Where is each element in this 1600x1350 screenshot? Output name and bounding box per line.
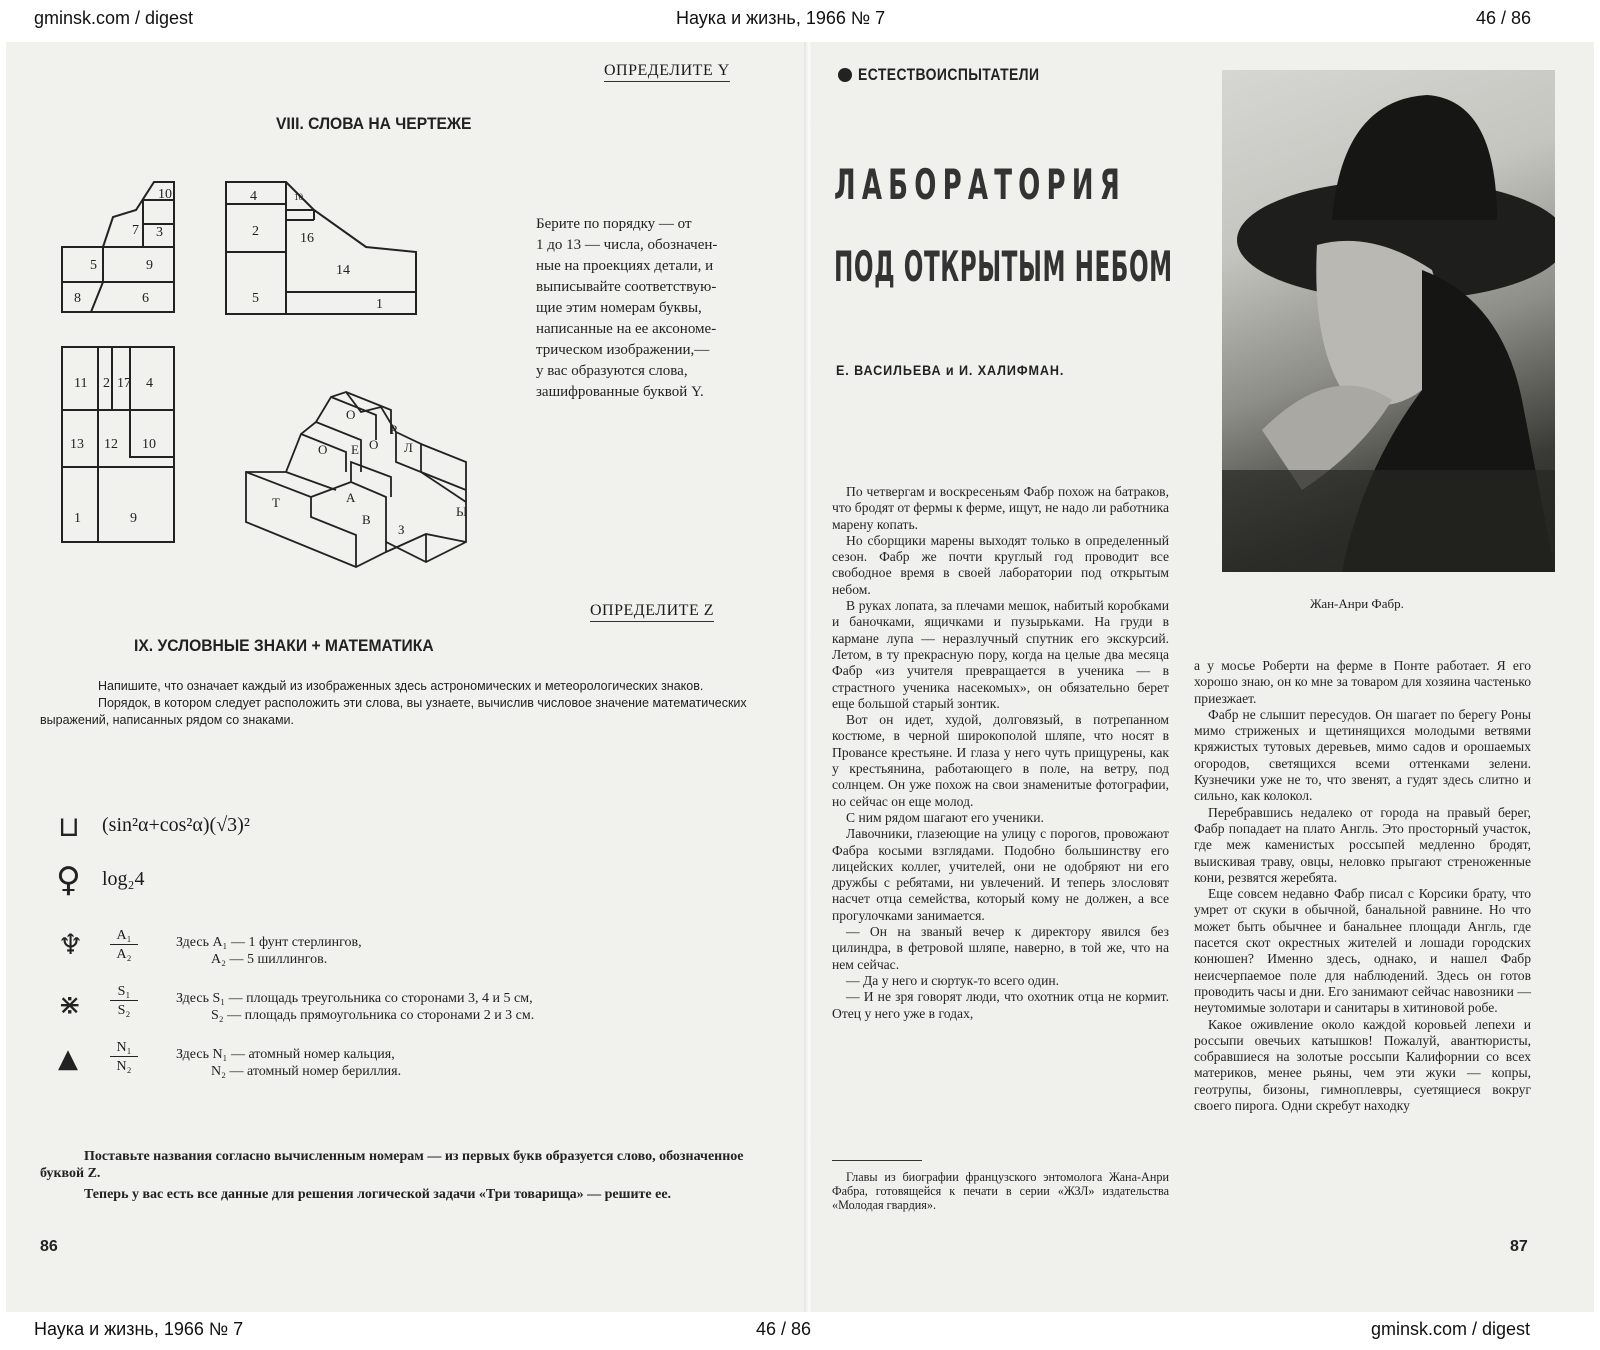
footnote: Главы из биографии французского энтомолога Жана-Анри Фабра, готовящейся к печати в серии «ЖЗЛ» издательства «Молодая гвардия».: [832, 1170, 1169, 1212]
section9-title: IX. УСЛОВНЫЕ ЗНАКИ + МАТЕМАТИКА: [134, 636, 434, 655]
right-page: [812, 42, 1594, 1312]
site-link[interactable]: gminsk.com / digest: [34, 8, 194, 28]
document-title-bottom: Наука и жизнь, 1966 № 7: [34, 1319, 244, 1339]
frac-3-den: A₂: [116, 947, 132, 962]
page-number-left: 86: [40, 1238, 58, 1255]
side-view-label: 13: [70, 437, 84, 452]
site-link-bottom[interactable]: gminsk.com / digest: [1371, 1319, 1531, 1339]
side-view-label: 17: [117, 376, 131, 391]
authors: Е. ВАСИЛЬЕВА и И. ХАЛИФМАН.: [836, 362, 1065, 378]
top-view-label: 4: [250, 189, 257, 204]
projection-drawing: [46, 172, 486, 572]
front-view-label: 3: [156, 225, 163, 240]
frac-4-num: S₁: [110, 984, 138, 1001]
frac-4-den: S₂: [117, 1003, 131, 1018]
top-view-label: 2: [252, 224, 259, 239]
frac-3-num: A₁: [110, 928, 138, 945]
body-column-2: а у мосье Роберти на ферме в Понте работает. Я его хорошо знаю, он ко мне за товаром для хозяина частенько приезжает. Фабр не слышит пересудов. Он шагает по берегу Роны мимо стриженых и щетинящихся молодыми ветвями кряжистых тутовых деревьев, мимо садов и орошаемых огородов, светящихся всеми оттенками зелени. Кузнечики уже не то, что звенят, а гудят здесь слитно и сильно, как колокол. Перебравшись недалеко от города на правый берег, Фабр попадает на плато Англь. Это просторный участок, где меж каменистых россыпей медленно бродят, выискивая траву, овцы, неловко прыгают стреноженные кони, резвятся жеребята. Еще совсем недавно Фабр писал с Корсики брату, что умрет от скуки в обычной, банальной равнине. Но что может быть обычнее и банальнее площади Англь, где пасется скот окрестных жителей и лошади городских конюшен? Именно здесь, однако, и нашел Фабр неисчерпаемое поле для наблюдений. Здесь он готов проводить часы и дни. Его занимают сейчас навозники — неутомимые золотари и санитары в хитиновой робе. Какое оживление около каждой коровьей лепехи и россыпи овечьих катышков! Пожалуй, авантюристы, собравшиеся на золотые россыпи Калифорнии со всех материков, менее рьяны, чем эти жуки — копры, геотрупы, бизоны, гимноплевры, суетящиеся вокруг своего пирога. Одни скребут находку: [1194, 658, 1531, 1114]
section8-text: Берите по порядку — от 1 до 13 — числа, обозначен- ные на проекциях детали, и выписывайте соответствую- щие этим номерам буквы, написанные на ее аксономе- трическом изображении,— у вас образуются слова, зашифрованные буквой Y.: [536, 216, 718, 400]
snow-symbol-icon: ⋇: [58, 988, 82, 1021]
rubric-kicker: ЕСТЕСТВОИСПЫТАТЕЛИ: [858, 65, 1040, 84]
side-view-label: 2: [103, 376, 110, 391]
page-counter-bottom: 46 / 86: [756, 1319, 812, 1339]
photo-caption: Жан-Анри Фабр.: [1310, 596, 1404, 611]
frac-5-num: N₁: [110, 1040, 138, 1057]
iso-letters-label: В: [362, 512, 371, 527]
closing-text: Поставьте названия согласно вычисленным номерам — из первых букв образуется слово, обозначенное буквой Z. Теперь у вас есть все данные для решения логической задачи «Три товарища» — решите ее.: [40, 1149, 744, 1202]
top-view-label: 5: [252, 291, 259, 306]
side-view-label: 9: [130, 511, 137, 526]
footnote-rule: [832, 1160, 922, 1161]
front-view-label: 9: [146, 258, 153, 273]
bullet-icon: [838, 68, 852, 82]
iso-letters-label: О: [346, 407, 356, 422]
top-view-label: 14: [336, 263, 350, 278]
front-view-label: 8: [74, 291, 81, 306]
left-page: [6, 42, 806, 1312]
side-view-label: 12: [104, 437, 118, 452]
side-view-label: 10: [142, 437, 156, 452]
section8-title: VIII. СЛОВА НА ЧЕРТЕЖЕ: [276, 114, 472, 133]
iso-letters-label: Т: [272, 495, 280, 510]
article-title-line1: ЛАБОРАТОРИЯ: [834, 160, 1127, 209]
front-view-label: 10: [158, 187, 172, 202]
page-counter: 46 / 86: [1476, 8, 1532, 28]
define-y-label: ОПРЕДЕЛИТЕ Y: [604, 62, 730, 82]
fabre-portrait-image: [1222, 70, 1555, 572]
iso-letters-label: О: [369, 437, 379, 452]
legend-3: Здесь A₁ — 1 фунт стерлингов, A₂ — 5 шиллингов.: [176, 935, 362, 967]
front-view-label: 5: [90, 258, 97, 273]
define-z-label: ОПРЕДЕЛИТЕ Z: [590, 602, 714, 622]
front-view-label: 6: [142, 291, 149, 306]
square-symbol-icon: ⊔: [58, 810, 80, 843]
iso-letters-label: А: [346, 490, 356, 505]
portrait-photo: [1222, 70, 1555, 572]
section9-text: Напишите, что означает каждый из изображенных здесь астрономических и метеорологических знаков. Порядок, в котором следует расположить эти слова, вы узнаете, вычислив числовое значение математических выражений, написанных рядом со знаками.: [40, 679, 747, 727]
isometric-view: [246, 392, 466, 567]
frac-5-den: N₂: [116, 1059, 132, 1074]
expr-1: (sin²α+cos²α)(√3)²: [102, 814, 250, 836]
iso-letters-label: Е: [351, 442, 359, 457]
iso-letters-label: О: [318, 442, 328, 457]
iso-letters-label: Р: [390, 422, 398, 437]
iso-letters-label: З: [398, 522, 405, 537]
top-view-label: 16: [300, 231, 314, 246]
neptune-icon: ♆: [58, 928, 84, 961]
magazine-spread: [6, 42, 1594, 1312]
iso-letters-label: Л: [404, 440, 413, 455]
front-view-label: 7: [132, 223, 139, 238]
document-title: Наука и жизнь, 1966 № 7: [676, 8, 886, 28]
expr-2: log₂4: [102, 868, 145, 890]
side-view-label: 4: [146, 376, 153, 391]
venus-icon: ♀: [56, 860, 81, 900]
legend-4: Здесь S₁ — площадь треугольника со сторонами 3, 4 и 5 см, S₂ — площадь прямоугольника со сторонами 2 и 3 см.: [176, 991, 535, 1023]
triangle-icon: ▲: [58, 1044, 78, 1074]
iso-letters-label: Ы: [456, 504, 468, 519]
side-view-label: 11: [74, 376, 88, 391]
page-number-right: 87: [1510, 1238, 1528, 1255]
body-column-1: По четвергам и воскресеньям Фабр похож на батраков, что бродят от фермы к ферме, ищут, не надо ли работника марену копать. Но сборщики марены выходят только в определенный сезон. Фабр же почти круглый год проводит все свободное время в своей лаборатории под открытым небом. В руках лопата, за плечами мешок, набитый коробками и баночками, ящичками и пузырьками. На груди в кармане лупа — неразлучный спутник его экскурсий. Летом, в ту прекрасную пору, когда на целые два месяца Фабр «из учителя превращается в ученика — в страстного ученика насекомых», он обязательно берет еще большой старый зонтик. Вот он идет, худой, долговязый, в потрепанном костюме, в черной широкополой шляпе, что носят в Провансе крестьяне. И глаза у него чуть прищурены, как у крестьянина, работающего в поле, на ветру, под солнцем. Он уже похож на свои знаменитые фотографии, но сейчас он еще молод. С ним рядом шагают его ученики. Лавочники, глазеющие на улицу с порогов, провожают Фабра косыми взглядами. Подобно большинству его лицейских коллег, учителей, они не одобряют ни его дружбы с ребятами, ни увлечений. И теперь злословят насчет отца семейства, который кому не должен, а все прогулочками занимается. — Он на званый вечер к директору явился без цилиндра, в фетровой шляпе, наверно, в той же, что на нем сейчас. — Да у него и сюртук-то всего один. — И не зря говорят люди, что охотник отца не кормит. Отец у него уже в годах,: [832, 484, 1169, 1021]
top-view-label: 1: [376, 297, 383, 312]
top-view-label: 10: [294, 192, 303, 202]
side-view-label: 1: [74, 511, 81, 526]
article-title-line2: ПОД ОТКРЫТЫМ НЕБОМ: [834, 242, 1173, 291]
legend-5: Здесь N₁ — атомный номер кальция, N₂ — атомный номер бериллия.: [176, 1047, 402, 1079]
